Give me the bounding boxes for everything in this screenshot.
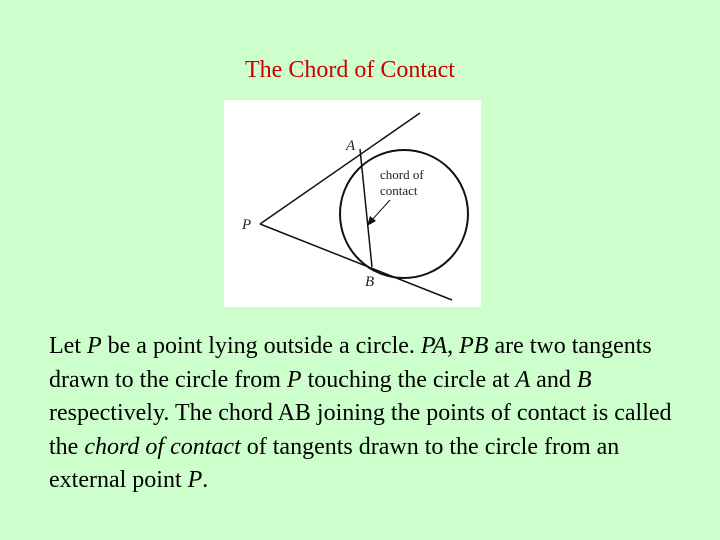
text-run: touching the circle at — [301, 366, 516, 393]
explanation-paragraph — [49, 330, 699, 498]
text-run-italic: PA — [420, 333, 448, 359]
diagram-svg — [224, 100, 481, 307]
text-run-italic: P — [286, 366, 302, 393]
text-run: be a point lying outside a circle. — [101, 333, 421, 359]
label-B: B — [365, 274, 375, 290]
annotation-arrow — [371, 200, 390, 221]
annotation-line-1: chord of — [380, 167, 424, 182]
text-run: Let — [49, 333, 87, 359]
text-run-italic: PB — [459, 333, 489, 359]
text-run-italic: P — [187, 467, 203, 493]
text-run: and — [530, 366, 577, 393]
text-run-italic: chord of contact — [84, 433, 241, 460]
text-run: are two tangents drawn to the circle from — [49, 333, 652, 393]
text-run: . — [202, 467, 209, 493]
tangent-PB — [260, 224, 452, 300]
text-run-italic: P — [86, 333, 102, 359]
label-A: A — [346, 138, 356, 154]
chord-of-contact-diagram — [224, 100, 481, 307]
text-run: , — [447, 333, 460, 359]
annotation-line-2: contact — [380, 183, 418, 198]
text-run-italic: A — [515, 366, 531, 393]
paragraph-text — [49, 330, 699, 498]
text-run-italic: B — [576, 366, 592, 393]
chord-AB — [360, 149, 372, 267]
text-run: respectively. The chord AB joining the points of contact is called the — [49, 400, 672, 460]
slide-title: The Chord of Contact — [245, 57, 455, 83]
text-run: of tangents drawn to the circle from an external point — [49, 433, 620, 493]
label-P: P — [242, 217, 252, 233]
